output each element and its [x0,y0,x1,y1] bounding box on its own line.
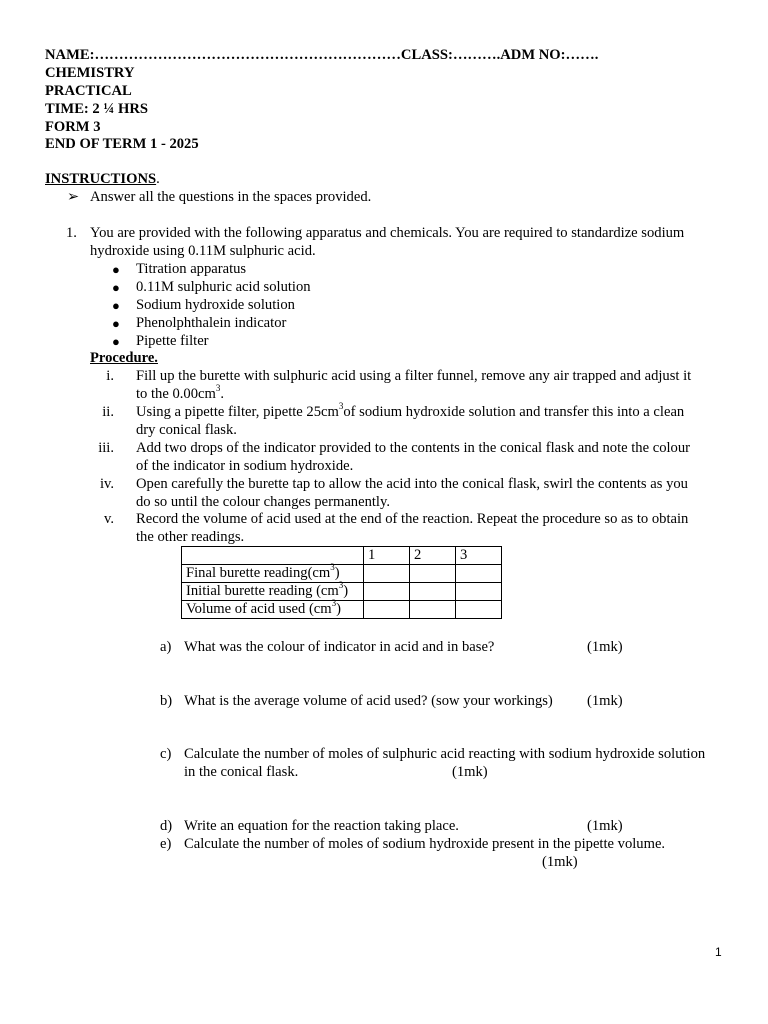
step-number: ii. [102,404,114,420]
row-label-text: Volume of acid used (cm [186,601,332,617]
step-line [136,382,720,404]
row-label [182,598,364,619]
material-label: Titration apparatus [136,261,247,277]
table-cell[interactable] [410,601,456,619]
name-class-adm-line: NAME:………………………………………………………CLASS:……….ADM NO:……. [45,47,599,63]
bullet-icon: ● [112,316,120,331]
subquestion-text: What was the colour of indicator in acid and in base? [184,639,495,655]
time-allowed: TIME: 2 ¼ HRS [45,100,148,117]
bullet-icon: ● [112,298,120,313]
question-1-line-1: You are provided with the following apparatus and chemicals. You are required to standardize sodium [90,225,685,241]
marks-label: (1mk) [587,818,623,834]
step-line [136,401,720,422]
step-line: Open carefully the burette tap to allow the acid into the conical flask, swirl the contents as you [136,476,688,492]
table-cell[interactable] [364,583,410,601]
row-label-text: Initial burette reading (cm [186,583,339,599]
table-cell[interactable] [410,565,456,583]
subquestion-label: e) [160,836,172,852]
superscript: 3 [338,580,344,591]
question-number: 1. [66,225,77,241]
superscript: 3 [330,562,335,573]
question-1-text [90,225,726,261]
subject-title: CHEMISTRY [45,64,135,81]
row-label-text: Final burette reading(cm [186,565,331,581]
row-label-text: ) [336,601,342,617]
step-number: iii. [98,440,114,456]
subquestion-label: c) [160,746,172,762]
bullet-icon: ● [112,280,120,295]
step-line: do so until the colour changes permanently. [136,493,390,510]
table-cell[interactable] [456,601,502,619]
marks-label: (1mk) [452,764,488,780]
step-line: Add two drops of the indicator provided to the contents in the conical flask and note the colour [136,440,691,456]
table-row [182,583,502,601]
table-cell[interactable] [364,601,410,619]
step-number: i. [106,368,114,384]
instructions-title: INSTRUCTIONS [45,171,157,187]
table-cell[interactable] [410,583,456,601]
row-label [182,562,364,583]
subquestion-line: Calculate the number of moles of sulphuric acid reacting with sodium hydroxide solution [184,746,706,762]
step-line: of the indicator in sodium hydroxide. [136,457,354,474]
marks-label: (1mk) [587,639,623,655]
bullet-icon: ● [112,262,120,277]
table-cell[interactable] [456,565,502,583]
step-line: the other readings. [136,528,245,545]
superscript: 3 [331,598,337,609]
step-text: Using a pipette filter, pipette 25cm [136,404,339,420]
subquestion-label: a) [160,639,172,655]
step-text: of sodium hydroxide solution and transfer this into a clean [343,404,685,420]
subquestion-line: in the conical flask. [184,763,299,780]
paper-title: PRACTICAL [45,82,132,99]
step-text: to the 0.00cm [136,385,216,402]
step-line: Fill up the burette with sulphuric acid using a filter funnel, remove any air trapped and adjust it [136,368,692,384]
step-line: Record the volume of acid used at the end of the reaction. Repeat the procedure so as to obtain [136,511,689,527]
page-number: 1 [715,945,722,959]
arrow-bullet-icon: ➢ [67,189,80,205]
material-label: Phenolphthalein indicator [136,315,287,331]
material-label: 0.11M sulphuric acid solution [136,279,311,295]
subquestion-text: Write an equation for the reaction taking place. [184,818,459,834]
table-corner-cell [182,547,364,565]
row-label-text: ) [343,583,349,599]
procedure-heading: Procedure. [90,350,158,366]
row-label-text: ) [334,565,340,581]
material-label: Sodium hydroxide solution [136,297,295,313]
step-line: dry conical flask. [136,421,237,438]
superscript: 3 [338,401,344,412]
results-table [181,546,502,619]
form-level: FORM 3 [45,118,101,135]
exam-header [45,47,598,154]
bullet-icon: ● [112,334,120,349]
column-header: 2 [410,547,456,565]
step-number: v. [104,511,114,527]
marks-label: (1mk) [587,693,623,709]
subquestion-label: d) [160,818,173,834]
table-row [182,601,502,619]
marks-label: (1mk) [542,854,578,870]
table-cell[interactable] [364,565,410,583]
instructions-title-period: . [156,171,160,187]
material-label: Pipette filter [136,333,209,349]
instructions-heading [45,171,160,189]
step-number: iv. [99,476,114,492]
subquestion-text: What is the average volume of acid used? (sow your workings) [184,693,553,709]
subquestion-label: b) [160,693,173,709]
instruction-text: Answer all the questions in the spaces provided. [90,189,372,205]
subquestion-text: Calculate the number of moles of sodium hydroxide present in the pipette volume. [184,836,666,852]
exam-term: END OF TERM 1 - 2025 [45,136,199,153]
column-header: 3 [456,547,502,565]
superscript: 3 [215,382,221,393]
table-header-row [182,547,502,565]
step-text: . [220,385,225,402]
question-1-line-2: hydroxide using 0.11M sulphuric acid. [90,242,316,259]
row-label [182,580,364,601]
table-cell[interactable] [456,583,502,601]
column-header: 1 [364,547,410,565]
